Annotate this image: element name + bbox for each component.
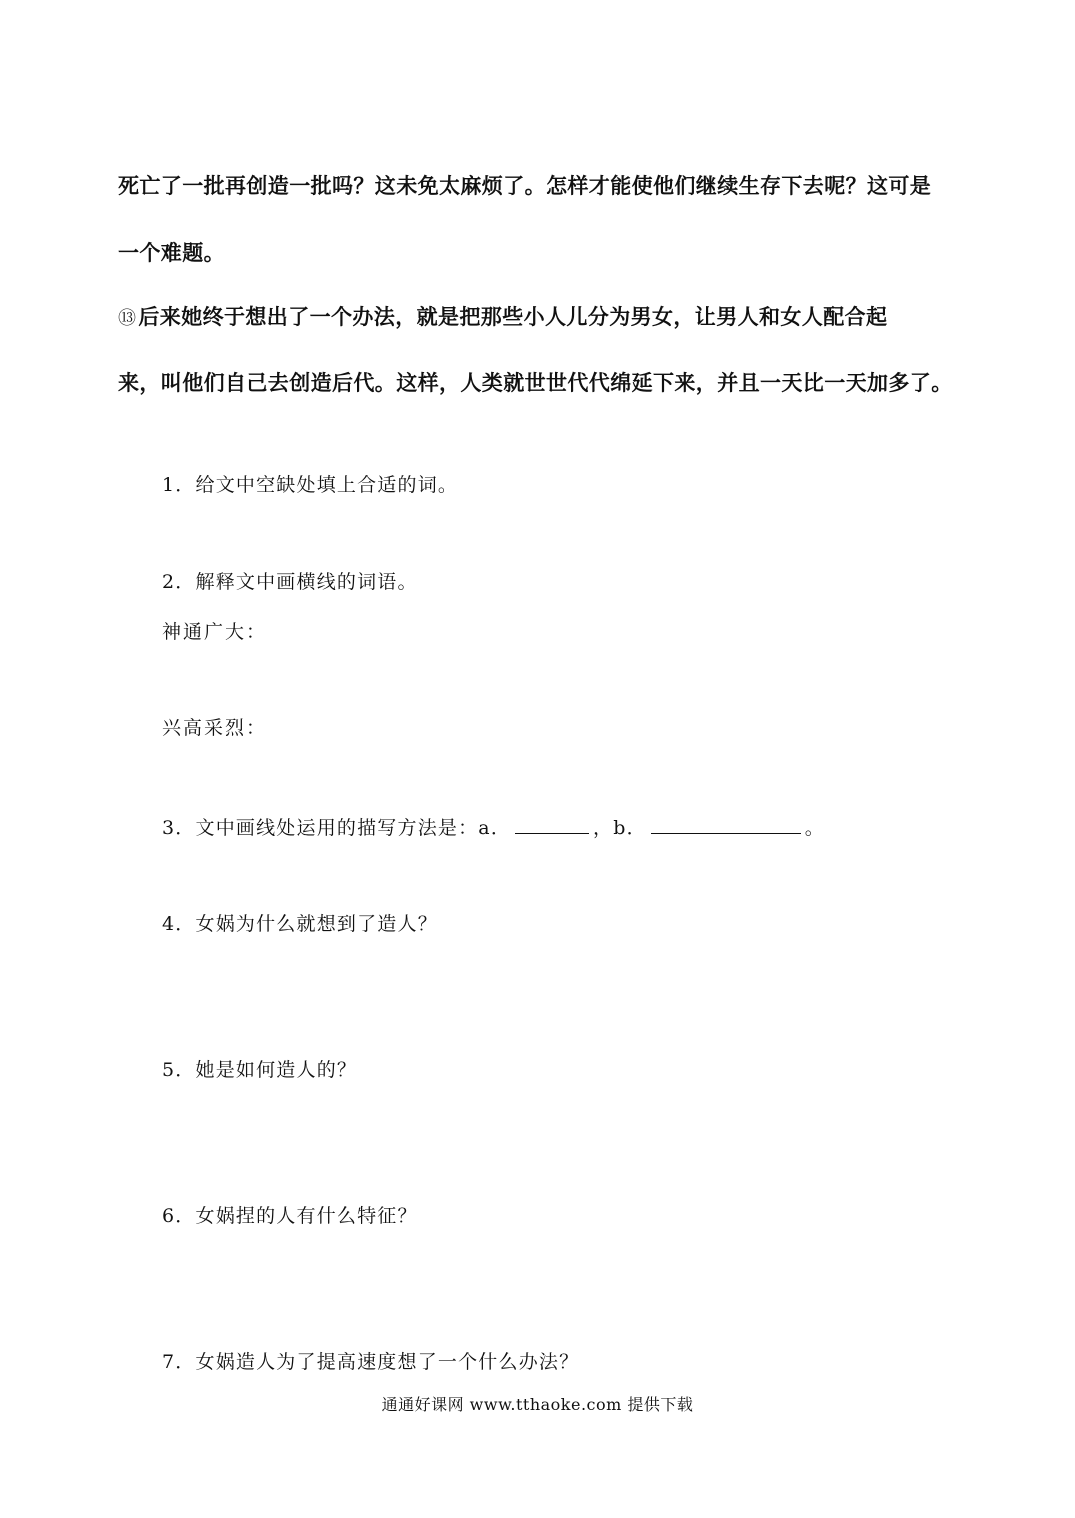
question-3-end: 。	[804, 817, 825, 839]
passage-line-1: 死亡了一批再创造一批吗？这未免太麻烦了。怎样才能使他们继续生存下去呢？这可是	[118, 174, 932, 198]
passage-line-4: 来，叫他们自己去创造后代。这样，人类就世世代代绵延下来，并且一天比一天加多了。	[118, 371, 953, 395]
question-2: 2．解释文中画横线的词语。	[162, 571, 418, 593]
question-5: 5．她是如何造人的？	[162, 1059, 358, 1081]
term-xinggao-cailie: 兴高采烈：	[162, 717, 268, 739]
passage-line-2: 一个难题。	[118, 241, 225, 265]
page-footer: 通通好课网 www.tthaoke.com 提供下载	[381, 1395, 694, 1414]
term-shentong-guangda: 神通广大：	[162, 621, 268, 643]
question-3	[162, 813, 825, 840]
passage-line-3	[118, 301, 958, 331]
question-4: 4．女娲为什么就想到了造人？	[162, 913, 438, 935]
question-7: 7．女娲造人为了提高速度想了一个什么办法？	[162, 1351, 580, 1373]
question-3-prefix: 3．文中画线处运用的描写方法是：a．	[162, 817, 512, 839]
question-1: 1．给文中空缺处填上合适的词。	[162, 474, 459, 496]
paragraph-number-mark: ⑬	[118, 308, 137, 329]
answer-blank-b[interactable]	[651, 815, 801, 834]
question-3-mid: ，b．	[593, 817, 647, 839]
passage-line-3-text: 后来她终于想出了一个办法，就是把那些小人儿分为男女，让男人和女人配合起	[138, 305, 888, 329]
question-6: 6．女娲捏的人有什么特征？	[162, 1205, 418, 1227]
answer-blank-a[interactable]	[515, 815, 589, 834]
